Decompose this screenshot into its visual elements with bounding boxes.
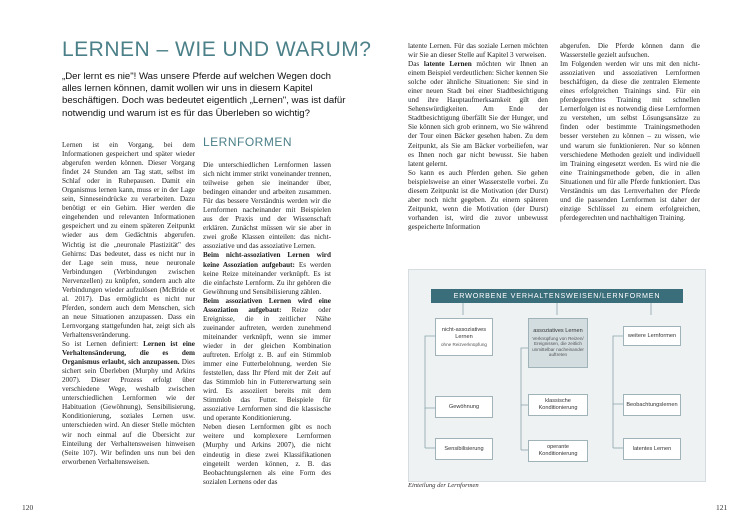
diagram-title: ERWORBENE VERHALTENSWEISEN/LERNFORMEN [431,289,683,303]
text-run: möchten wir Ihnen an einem Beispiel verdeutlichen: Sicher kennen Sie solche oder ähnliche Situationen: Sie sind in einer neuen Stadt bei einer Stadtbesichtigung und ihre Hauptaufmerksamkeit gilt den Sehenswürdigkeiten. Am Ende der Stadtbesichtigung überfällt Sie der Hunger, und Sie können sich grob erinnern, wo Sie während der Tour einen Bäcker gesehen haben. Zu dem Zeitpunkt, als Sie am Bäcker vorbeiliefen, war es Ihnen noch gar nicht bewusst. Sie haben latent gelernt. [408,60,548,168]
paragraph-definition [62,340,195,467]
paragraph-associative [203,297,331,424]
paragraph-nonassociative [203,251,331,296]
page-number-left: 120 [22,503,34,512]
paragraph: Neben diesen Lernformen gibt es noch weitere und komplexere Lernformen (Murphy und Arkins 2007), die nicht eindeutig in diese zwei Klassifikationen eingeteilt werden können, z. B. das Beobachtungslernen als eine Form des sozialen Lernens oder das [203,423,331,486]
section-heading: LERNFORMEN [203,135,293,149]
node-associative-learning [528,318,588,368]
node-title: operante Konditionierung [538,444,578,457]
page-number-right: 121 [716,503,728,512]
node-subtitle: ohne Reizverknüpfung [441,341,487,347]
paragraph: Die unterschiedlichen Lernformen lassen sich nicht immer strikt voneinander trennen, teilweise gehen sie ineinander über, bedingen einander und arbeiten zusammen. Für das bessere Verständnis werden wir die Lernformen nacheinander mit Beispielen aus der Praxis und der Wissenschaft erklären. Zunächst müssen wir sie aber in zwei große Klassen einteilen: das nicht-assoziative und das assoziative Lernen. [203,161,331,251]
node-title: Gewöhnung [448,403,480,410]
node-habituation [435,396,493,418]
bold-term: Beim nicht-assoziativen Lernen wird keine Assoziation aufgebaut: [203,251,331,269]
chapter-intro: „Der lernt es nie"! Was unsere Pferde auf welchen Wegen doch alles lernen können, damit wollen wir uns in diesem Kapitel beschäftigen. Doch was bedeutet eigentlich „Lernen", was ist dafür notwendig und warum ist es für das Überleben so wichtig? [62,71,346,119]
paragraph: latente Lernen. Für das soziale Lernen möchten wir Sie an dieser Stelle auf Kapitel 3 verweisen. [408,42,548,60]
node-latent-learning [623,438,681,460]
node-observational-learning [623,394,681,416]
diagram-caption: Einteilung der Lernformen [408,482,479,489]
bold-term: Beim assoziativen Lernen wird eine Assoziation aufgebaut: [203,296,331,314]
bold-term: latente Lernen [423,60,472,69]
node-subtitle: Verknüpfung von Reizen/ Ereignissen, die zeitlich unmittelbar nacheinander auftreten [532,335,584,358]
paragraph: Im Folgenden werden wir uns mit den nicht-assoziativen und assoziativen Lernformen beschäftigen, da diese die zentralen Elemente eines erfolgreichen Trainings sind. Für ein pferdegerechtes Training mit schnellen Lernerfolgen ist es notwendig diese Lernformen zu verstehen, um selbst Lösungsansätze zu finden oder bestimmte Trainingsmethoden besser verstehen zu können – zu wissen, wie und warum sie funktionieren. Nur so können verschiedene Methoden gezielt und individuell im Training eingesetzt werden. Es wird nie die eine Trainingsmethode geben, die in allen Situationen und für alle Pferde funktioniert. Das Verständnis um das Lernverhalten der Pferde und die passenden Lernformen ist daher der einzige Schlüssel zu einem erfolgreichen, pferdegerechten und nachhaltigen Training. [560,60,700,222]
node-title: assoziatives Lernen [533,327,583,334]
node-sensitization [435,438,493,460]
node-title: latentes Lernen [632,445,672,452]
text-run: Dies sichert sein Überleben (Murphy und Arkins 2007). Dieser Prozess erfolgt über verschiedene Wege, weshalb zwischen unterschiedlichen Lernformen wie der Habituation (Gewöhnung), Sensibilisierung, Konditionierung, soziales Lernen usw. unterschieden wird. An dieser Stelle möchten wir noch einmal auf die Übersicht zur Einteilung der Verhaltensweisen hinweisen (Seite 107). Wir befinden uns nun bei den erworbenen Verhaltensweisen. [62,358,195,466]
left-column-2 [203,161,331,487]
node-operant-conditioning [528,440,588,462]
paragraph: Lernen ist ein Vorgang, bei dem Informationen gespeichert und später wieder abgerufen werden können. Dieser Vorgang findet 24 Stunden am Tag statt, selbst im Schlaf oder in Ruhepausen. Damit ein Organismus lernen kann, muss er in der Lage sein, Sinneseindrücke zu verarbeiten. Dazu benötigt er ein Gehirn. Hier werden die eingehenden und relevanten Informationen gespeichert und zu einem späteren Zeitpunkt wieder aus dem Gedächtnis abgerufen. Wichtig ist die „neuronale Plastizität" des Gehirns: Das bedeutet, dass es nicht nur in der Lage sein muss, neue neuronale Verbindungen (Verbindungen zwischen Nervenzellen) zu knüpfen, sondern auch alte Verbindungen wieder aufzulösen (McBride et al. 2017). Das ermöglicht es nicht nur Pferden, sondern auch dem Menschen, sich an neue Situationen anzupassen. Dass ein Lernvorgang stattgefunden hat, zeigt sich als Verhaltensveränderung. [62,141,195,339]
node-title: nicht-assoziatives Lernen [441,326,487,340]
node-title: weitere Lernformen [627,332,677,339]
chapter-title: LERNEN – WIE UND WARUM? [62,38,372,61]
bold-definition: Lernen ist eine Verhaltensänderung, die es dem Organismus erlaubt, sich anzupassen. [62,340,195,367]
text-run: Das [408,60,424,69]
right-page [375,0,750,530]
text-run: Reize oder Ereignisse, die in zeitlicher Nähe zueinander auftreten, werden zunehmend miteinander verknüpft, wenn sie immer wieder in der gleichen Kombination auftreten. Erfolgt z. B. auf ein Stimmlob immer eine Futterbelohnung, werden Sie feststellen, dass Ihr Pferd mit der Zeit auf das Stimmlob hin in Futtererwartung sein wird. Es assoziiert bereits mit dem Stimmlob das Futter. Beispiele für assoziative Lernformen sind die klassische und operante Konditionierung. [203,305,331,423]
node-title: klassische Konditionierung [538,398,578,411]
node-other-learning [623,326,681,346]
paragraph: So kann es auch Pferden gehen. Sie gehen beispielsweise an einer Wasserstelle vorbei. Zu diesem Zeitpunkt ist die Motivation (der Durst) aber noch nicht gegeben. Zu einem späteren Zeitpunkt, wenn die Motivation (der Durst) vorhanden ist, wird die zuvor unbewusst gespeicherte Information [408,168,548,231]
node-title: Beobachtungslernen [626,401,678,408]
node-title: Sensibilisierung [444,445,484,452]
node-nonassociative-learning [435,318,493,356]
text-run: Es werden keine Reize miteinander verknüpft. Es ist die einfachste Lernform. Zu ihr gehören die Gewöhnung und Sensibilisierung zählen. [203,260,332,296]
text-run: So ist Lernen definiert: [62,340,144,349]
node-classical-conditioning [528,394,588,416]
paragraph: abgerufen. Die Pferde können dann die Wasserstelle gezielt aufsuchen. [560,42,700,60]
left-column-1 [62,141,195,467]
